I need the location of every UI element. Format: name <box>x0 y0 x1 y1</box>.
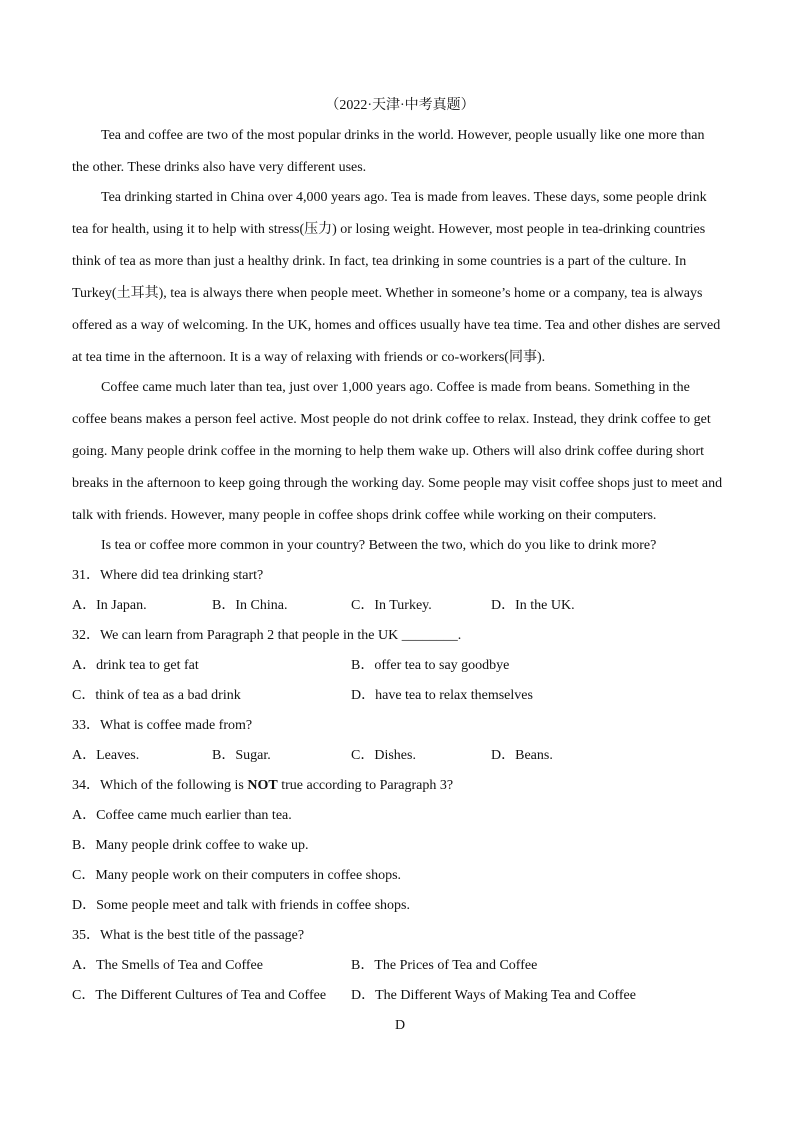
question-34-stem <box>72 777 453 795</box>
question-32-option-c: C．think of tea as a bad drink <box>72 688 241 703</box>
question-35-option-c: C．The Different Cultures of Tea and Coffee <box>72 988 327 1003</box>
question-34-stem-emphasis: NOT <box>247 778 278 793</box>
question-33-option-d: D．Beans. <box>491 748 553 763</box>
passage-p2-line2: tea for health, using it to help with stress(压力) or losing weight. However, most people in tea-drinking countries <box>72 222 706 237</box>
question-31-stem: 31．Where did tea drinking start? <box>72 568 264 583</box>
passage-p3-line1: Coffee came much later than tea, just over 1,000 years ago. Coffee is made from beans. Something in the <box>101 380 690 395</box>
source-header: （2022·天津·中考真题） <box>325 98 475 113</box>
question-32-option-d: D．have tea to relax themselves <box>351 688 533 703</box>
passage-p3-line2: coffee beans makes a person feel active. Most people do not drink coffee to relax. Instead, they drink coffee to get <box>72 412 711 427</box>
question-35-option-a: A．The Smells of Tea and Coffee <box>72 958 263 973</box>
question-32-option-b: B．offer tea to say goodbye <box>351 658 510 673</box>
question-31-option-a: A．In Japan. <box>72 598 147 613</box>
question-32-stem: 32．We can learn from Paragraph 2 that people in the UK ________. <box>72 628 462 643</box>
section-letter: D <box>394 1018 406 1033</box>
question-34-stem-post: true according to Paragraph 3? <box>277 778 454 793</box>
question-34-option-c: C．Many people work on their computers in coffee shops. <box>72 868 402 883</box>
question-31-option-b: B．In China. <box>212 598 288 613</box>
question-31-option-d: D．In the UK. <box>491 598 575 613</box>
question-34-option-d: D．Some people meet and talk with friends in coffee shops. <box>72 898 410 913</box>
question-35-option-d: D．The Different Ways of Making Tea and Coffee <box>351 988 636 1003</box>
passage-p3-line5: talk with friends. However, many people in coffee shops drink coffee while working on their computers. <box>72 508 657 523</box>
question-33-option-c: C．Dishes. <box>351 748 416 763</box>
question-35-stem: 35．What is the best title of the passage? <box>72 928 305 943</box>
passage-p4-line1: Is tea or coffee more common in your country? Between the two, which do you like to drink more? <box>101 538 657 553</box>
passage-p3-line3: going. Many people drink coffee in the morning to help them wake up. Others will also drink coffee during short <box>72 444 705 459</box>
passage-p1-line1: Tea and coffee are two of the most popular drinks in the world. However, people usually like one more than <box>101 128 705 143</box>
question-33-option-b: B．Sugar. <box>212 748 271 763</box>
passage-p3-line4: breaks in the afternoon to keep going through the working day. Some people may visit coffee shops just to meet and <box>72 476 723 491</box>
question-34-option-a: A．Coffee came much earlier than tea. <box>72 808 292 823</box>
question-34-stem-pre: 34．Which of the following is <box>72 778 248 793</box>
question-34-option-b: B．Many people drink coffee to wake up. <box>72 838 309 853</box>
passage-p2-line6: at tea time in the afternoon. It is a way of relaxing with friends or co-workers(同事). <box>72 350 546 365</box>
passage-p2-line4: Turkey(土耳其), tea is always there when people meet. Whether in someone’s home or a company, tea is always <box>72 286 703 301</box>
passage-p2-line1: Tea drinking started in China over 4,000 years ago. Tea is made from leaves. These days, some people drink <box>101 190 707 205</box>
question-33-stem: 33．What is coffee made from? <box>72 718 253 733</box>
question-32-option-a: A．drink tea to get fat <box>72 658 199 673</box>
question-35-option-b: B．The Prices of Tea and Coffee <box>351 958 538 973</box>
question-31-option-c: C．In Turkey. <box>351 598 432 613</box>
passage-p1-line2: the other. These drinks also have very different uses. <box>72 160 367 175</box>
passage-p2-line5: offered as a way of welcoming. In the UK, homes and offices usually have tea time. Tea and other dishes are served <box>72 318 721 333</box>
question-33-option-a: A．Leaves. <box>72 748 140 763</box>
passage-p2-line3: think of tea as more than just a healthy drink. In fact, tea drinking in some countries is a part of the culture. In <box>72 254 687 269</box>
